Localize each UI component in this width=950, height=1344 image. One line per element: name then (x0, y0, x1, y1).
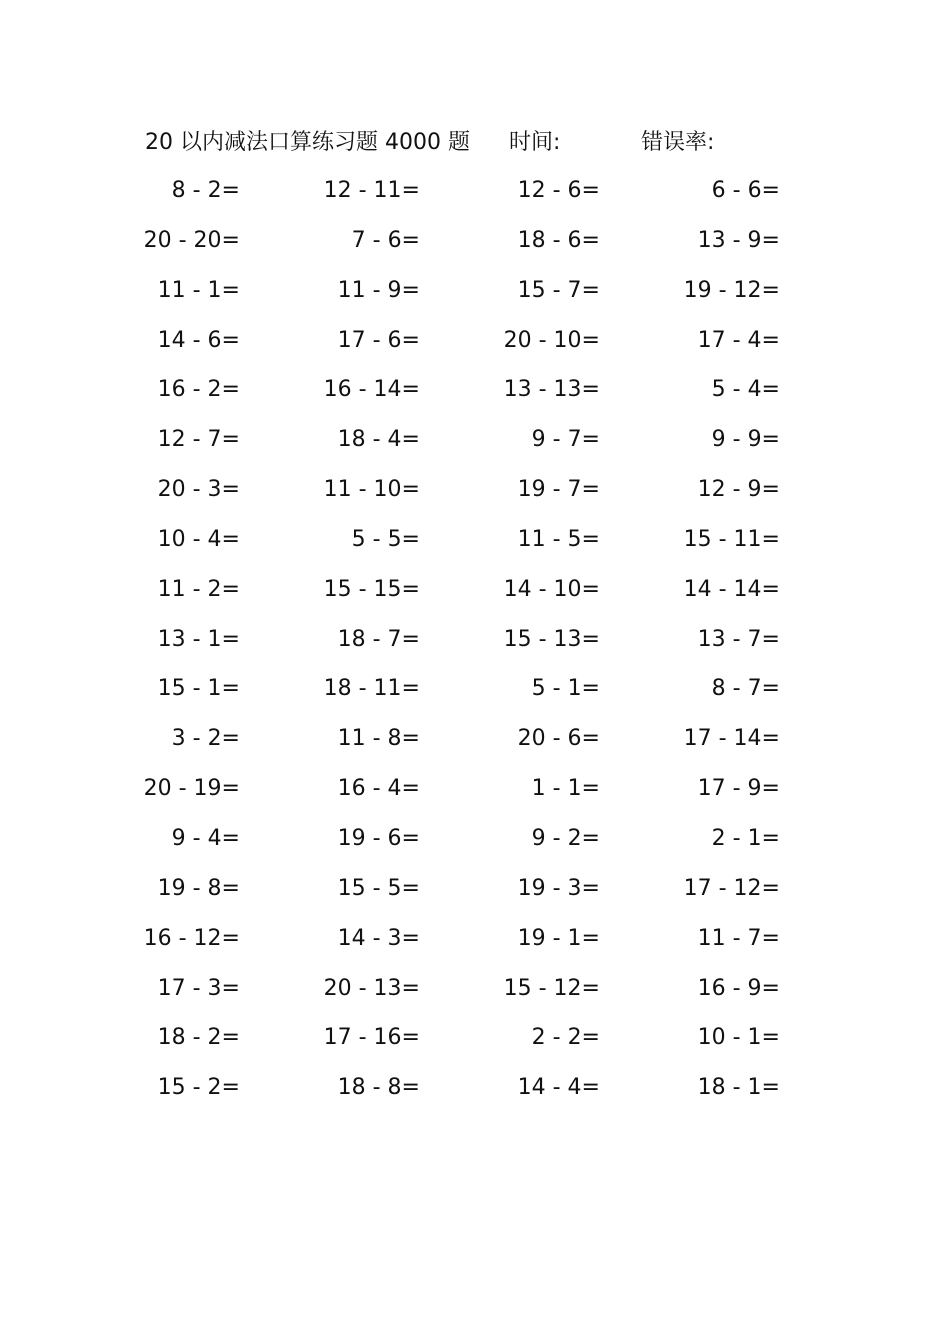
problem-cell (500, 771, 600, 807)
problem-cell (680, 821, 780, 857)
problem-text: 3 - 2= (171, 726, 240, 752)
worksheet-title: 20 以内减法口算练习题 4000 题 (145, 130, 470, 155)
problem-text: 18 - 7= (337, 626, 420, 652)
problem-cell (140, 173, 240, 209)
problem-grid (140, 173, 800, 1120)
problem-cell (140, 1070, 240, 1106)
problem-cell (320, 1020, 420, 1056)
problem-cell (500, 223, 600, 259)
problem-cell (140, 871, 240, 907)
problem-cell (140, 1020, 240, 1056)
problem-cell (320, 771, 420, 807)
problem-cell (140, 671, 240, 707)
problem-cell (680, 223, 780, 259)
problem-text: 5 - 5= (351, 526, 420, 552)
problem-cell (500, 572, 600, 608)
problem-text: 14 - 10= (503, 576, 600, 602)
problem-cell (500, 622, 600, 658)
problem-text: 9 - 9= (711, 427, 780, 453)
problem-text: 8 - 7= (711, 676, 780, 702)
problem-cell (680, 1020, 780, 1056)
problem-text: 9 - 7= (531, 427, 600, 453)
problem-text: 2 - 1= (711, 825, 780, 851)
problem-cell (320, 273, 420, 309)
problem-text: 11 - 1= (157, 277, 240, 303)
problem-cell (500, 522, 600, 558)
problem-text: 18 - 8= (337, 1075, 420, 1101)
problem-cell (320, 522, 420, 558)
problem-text: 19 - 1= (517, 925, 600, 951)
problem-text: 11 - 8= (337, 726, 420, 752)
problem-text: 16 - 9= (697, 975, 780, 1001)
problem-text: 15 - 12= (503, 975, 600, 1001)
problem-cell (140, 472, 240, 508)
problem-text: 11 - 5= (517, 526, 600, 552)
problem-text: 2 - 2= (531, 1025, 600, 1051)
problem-cell (680, 323, 780, 359)
problem-text: 20 - 3= (157, 477, 240, 503)
problem-cell (140, 273, 240, 309)
problem-cell (320, 472, 420, 508)
problem-row (140, 1020, 800, 1070)
problem-text: 5 - 4= (711, 377, 780, 403)
problem-cell (500, 323, 600, 359)
problem-cell (320, 871, 420, 907)
problem-text: 19 - 8= (157, 875, 240, 901)
problem-text: 15 - 7= (517, 277, 600, 303)
problem-cell (680, 273, 780, 309)
problem-cell (140, 771, 240, 807)
problem-row (140, 422, 800, 472)
problem-cell (680, 422, 780, 458)
problem-cell (500, 921, 600, 957)
problem-text: 18 - 6= (517, 227, 600, 253)
problem-cell (140, 223, 240, 259)
problem-cell (500, 671, 600, 707)
problem-cell (140, 821, 240, 857)
problem-cell (140, 572, 240, 608)
problem-text: 18 - 11= (323, 676, 420, 702)
problem-text: 9 - 4= (171, 825, 240, 851)
problem-cell (320, 1070, 420, 1106)
problem-text: 18 - 2= (157, 1025, 240, 1051)
problem-cell (500, 1020, 600, 1056)
problem-cell (500, 273, 600, 309)
problem-text: 16 - 14= (323, 377, 420, 403)
problem-text: 12 - 9= (697, 477, 780, 503)
problem-text: 18 - 4= (337, 427, 420, 453)
problem-text: 17 - 9= (697, 776, 780, 802)
problem-row (140, 323, 800, 373)
problem-cell (320, 821, 420, 857)
error-rate-label: 错误率: (641, 130, 715, 155)
problem-row (140, 671, 800, 721)
problem-text: 8 - 2= (171, 178, 240, 203)
problem-text: 11 - 7= (697, 925, 780, 951)
problem-text: 17 - 4= (697, 327, 780, 353)
problem-text: 14 - 4= (517, 1075, 600, 1101)
problem-text: 20 - 20= (143, 227, 240, 253)
problem-row (140, 1070, 800, 1120)
problem-text: 6 - 6= (711, 178, 780, 203)
problem-text: 5 - 1= (531, 676, 600, 702)
problem-text: 12 - 6= (517, 178, 600, 203)
problem-text: 19 - 12= (683, 277, 780, 303)
problem-cell (320, 323, 420, 359)
problem-text: 17 - 3= (157, 975, 240, 1001)
problem-row (140, 871, 800, 921)
problem-text: 19 - 6= (337, 825, 420, 851)
problem-cell (500, 472, 600, 508)
time-label: 时间: (509, 130, 561, 155)
problem-cell (680, 372, 780, 408)
problem-text: 20 - 19= (143, 776, 240, 802)
problem-text: 15 - 2= (157, 1075, 240, 1101)
problem-text: 11 - 2= (157, 576, 240, 602)
problem-row (140, 971, 800, 1021)
problem-text: 15 - 15= (323, 576, 420, 602)
problem-cell (140, 921, 240, 957)
problem-text: 1 - 1= (531, 776, 600, 802)
problem-text: 14 - 3= (337, 925, 420, 951)
problem-cell (140, 422, 240, 458)
problem-cell (140, 721, 240, 757)
problem-cell (140, 522, 240, 558)
problem-text: 9 - 2= (531, 825, 600, 851)
problem-text: 19 - 3= (517, 875, 600, 901)
problem-text: 15 - 13= (503, 626, 600, 652)
problem-cell (680, 173, 780, 209)
worksheet-header (145, 126, 785, 160)
problem-cell (320, 721, 420, 757)
problem-text: 17 - 16= (323, 1025, 420, 1051)
problem-cell (500, 1070, 600, 1106)
problem-cell (500, 971, 600, 1007)
problem-cell (320, 572, 420, 608)
problem-cell (680, 1070, 780, 1106)
problem-cell (320, 223, 420, 259)
problem-text: 14 - 14= (683, 576, 780, 602)
problem-cell (320, 971, 420, 1007)
problem-cell (500, 173, 600, 209)
problem-row (140, 273, 800, 323)
problem-cell (320, 422, 420, 458)
problem-cell (680, 622, 780, 658)
problem-cell (680, 522, 780, 558)
problem-cell (680, 721, 780, 757)
problem-cell (320, 372, 420, 408)
problem-cell (680, 671, 780, 707)
problem-text: 16 - 2= (157, 377, 240, 403)
problem-row (140, 522, 800, 572)
problem-text: 16 - 4= (337, 776, 420, 802)
problem-text: 20 - 13= (323, 975, 420, 1001)
problem-row (140, 223, 800, 273)
problem-cell (320, 173, 420, 209)
problem-text: 11 - 10= (323, 477, 420, 503)
problem-cell (320, 671, 420, 707)
problem-text: 14 - 6= (157, 327, 240, 353)
problem-text: 10 - 1= (697, 1025, 780, 1051)
problem-row (140, 921, 800, 971)
problem-text: 20 - 10= (503, 327, 600, 353)
problem-cell (680, 871, 780, 907)
problem-text: 17 - 14= (683, 726, 780, 752)
problem-text: 18 - 1= (697, 1075, 780, 1101)
problem-cell (500, 871, 600, 907)
problem-cell (140, 622, 240, 658)
problem-text: 19 - 7= (517, 477, 600, 503)
problem-cell (320, 622, 420, 658)
problem-row (140, 821, 800, 871)
problem-row (140, 472, 800, 522)
problem-cell (140, 372, 240, 408)
problem-text: 13 - 7= (697, 626, 780, 652)
problem-text: 17 - 12= (683, 875, 780, 901)
problem-text: 13 - 13= (503, 377, 600, 403)
problem-text: 7 - 6= (351, 227, 420, 253)
problem-row (140, 572, 800, 622)
problem-text: 11 - 9= (337, 277, 420, 303)
problem-text: 13 - 9= (697, 227, 780, 253)
problem-cell (500, 821, 600, 857)
problem-text: 15 - 5= (337, 875, 420, 901)
problem-text: 12 - 11= (323, 178, 420, 203)
problem-row (140, 372, 800, 422)
problem-text: 12 - 7= (157, 427, 240, 453)
problem-text: 15 - 11= (683, 526, 780, 552)
problem-cell (680, 472, 780, 508)
problem-cell (500, 372, 600, 408)
problem-cell (500, 721, 600, 757)
problem-cell (500, 422, 600, 458)
problem-row (140, 721, 800, 771)
problem-row (140, 771, 800, 821)
problem-cell (320, 921, 420, 957)
problem-text: 10 - 4= (157, 526, 240, 552)
problem-cell (140, 971, 240, 1007)
problem-text: 13 - 1= (157, 626, 240, 652)
problem-cell (140, 323, 240, 359)
problem-cell (680, 971, 780, 1007)
problem-cell (680, 921, 780, 957)
problem-text: 20 - 6= (517, 726, 600, 752)
problem-cell (680, 771, 780, 807)
problem-row (140, 622, 800, 672)
problem-text: 15 - 1= (157, 676, 240, 702)
problem-cell (680, 572, 780, 608)
problem-text: 16 - 12= (143, 925, 240, 951)
problem-text: 17 - 6= (337, 327, 420, 353)
problem-row (140, 173, 800, 223)
